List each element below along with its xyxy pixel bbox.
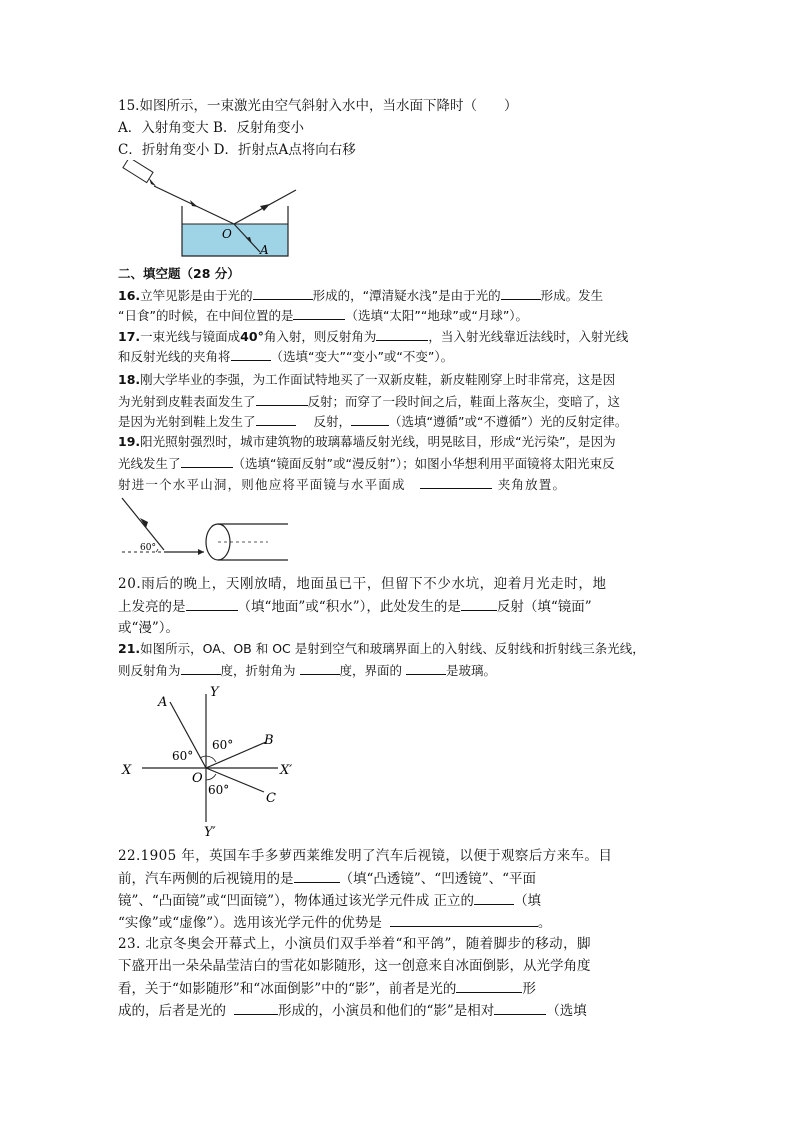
cave — [218, 524, 288, 560]
q19-figure — [118, 494, 298, 562]
q23-line1: 23. 北京冬奥会开幕式上，小演员们双手举着“和平鸽”，随着脚步的移动，脚 — [118, 936, 591, 952]
q15-options-ab: A．入射角变大 B．反射角变小 — [118, 120, 304, 136]
section-title: 二、填空题（28 分） — [118, 266, 240, 281]
q19-line1: 19.阳光照射强烈时，城市建筑物的玻璃幕墙反射光线，明晃眩目，形成“光污染”，是因为 — [118, 434, 616, 449]
q22-line3: 镜”、“凸面镜”或“凹面镜”），物体通过该光学元件成 正立的 （填 — [118, 893, 542, 909]
q21-line2: 则反射角为 度，折射角为 度，界面的 是玻璃。 — [118, 663, 497, 678]
q18-line1: 18.刚大学毕业的李强，为工作面试特地买了一双新皮鞋，新皮鞋刚穿上时非常亮，这是因 — [118, 372, 616, 387]
label-yp: Y′ — [204, 825, 216, 840]
q18-line3: 是因为光射到鞋上发生了 反射， （选填“遵循”或“不遵循”）光的反射定律。 — [118, 414, 628, 429]
q23-line4: 成的，后者是光的 形成的，小演员和他们的“影”是相对 （选填 — [118, 1003, 587, 1019]
label-c: C — [266, 791, 276, 806]
label-b: B — [264, 733, 274, 748]
water — [182, 224, 288, 256]
label-xp: X′ — [280, 763, 293, 778]
q19-line2: 光线发生了 （选填“镜面反射”或“漫反射”）；如图小华想利用平面镜将太阳光束反 — [118, 456, 615, 471]
q15-label-a: A — [260, 243, 269, 257]
angle-label-2: 60° — [212, 738, 234, 752]
q19-line3: 射进一个水平山洞，则他应将平面镜与水平面成 夹角放置。 — [118, 477, 567, 492]
q15-options-cd: C．折射角变小 D．折射点A点将向右移 — [118, 142, 356, 158]
label-a: A — [158, 695, 168, 710]
q22-line1: 22.1905 年，英国车手多萝西莱维发明了汽车后视镜，以便于观察后方来车。目 — [118, 848, 613, 864]
q17-line2: 和反射光线的夹角将 （选填“变大”“变小”或“不变”）。 — [118, 349, 454, 364]
angle-label-1: 60° — [172, 749, 194, 763]
q22-line4: “实像”或“虚像”）。选用该光学元件的优势是 。 — [118, 915, 552, 931]
label-o: O — [192, 771, 203, 786]
q15-label-o: O — [222, 227, 232, 241]
q23-line2: 下盛开出一朵朵晶莹洁白的雪花如影随形，这一创意来自冰面倒影，从光学角度 — [118, 958, 591, 974]
q22-line2: 前，汽车两侧的后视镜用的是 （填“凸透镜”、“凹透镜”、“平面 — [118, 871, 537, 887]
q17-line1: 17.一束光线与镜面成40°角入射，则反射角为 ，当入射光线靠近法线时，入射光线 — [118, 329, 629, 344]
q21-figure — [118, 682, 308, 840]
laser-pointer-icon — [123, 160, 156, 186]
q16-line2: “日食”的时候，在中间位置的是 （选填“太阳”“地球”或“月球”）。 — [118, 308, 529, 323]
q18-line2: 为光射到皮鞋表面发生了 反射；而穿了一段时间之后，鞋面上落灰尘，变暗了，这 — [118, 394, 621, 409]
label-y: Y — [210, 685, 219, 700]
q20-line3: 或“漫”）。 — [118, 620, 180, 636]
q20-line2: 上发亮的是 （填“地面”或“积水”），此处发生的是 反射（填“镜面” — [118, 599, 592, 615]
q15-figure — [118, 160, 308, 260]
q21-line1: 21.如图所示，OA、OB 和 OC 是射到空气和玻璃界面上的入射线、反射线和折射线三条光线， — [118, 641, 645, 656]
q20-line1: 20.雨后的晚上，天刚放晴，地面虽已干，但留下不少水坑，迎着月光走时，地 — [118, 576, 607, 592]
q19-angle-label: 60° — [140, 543, 156, 553]
label-x: X — [122, 763, 132, 778]
q16-line1: 16.立竿见影是由于光的 形成的，“潭清疑水浅”是由于光的 形成。发生 — [118, 288, 604, 303]
angle-label-3: 60° — [208, 783, 230, 797]
q23-line3: 看，关于“如影随形”和“冰面倒影”中的“影”，前者是光的 形 — [118, 981, 536, 997]
q15-stem: 15.如图所示，一束激光由空气斜射入水中，当水面下降时（ ） — [118, 98, 518, 114]
